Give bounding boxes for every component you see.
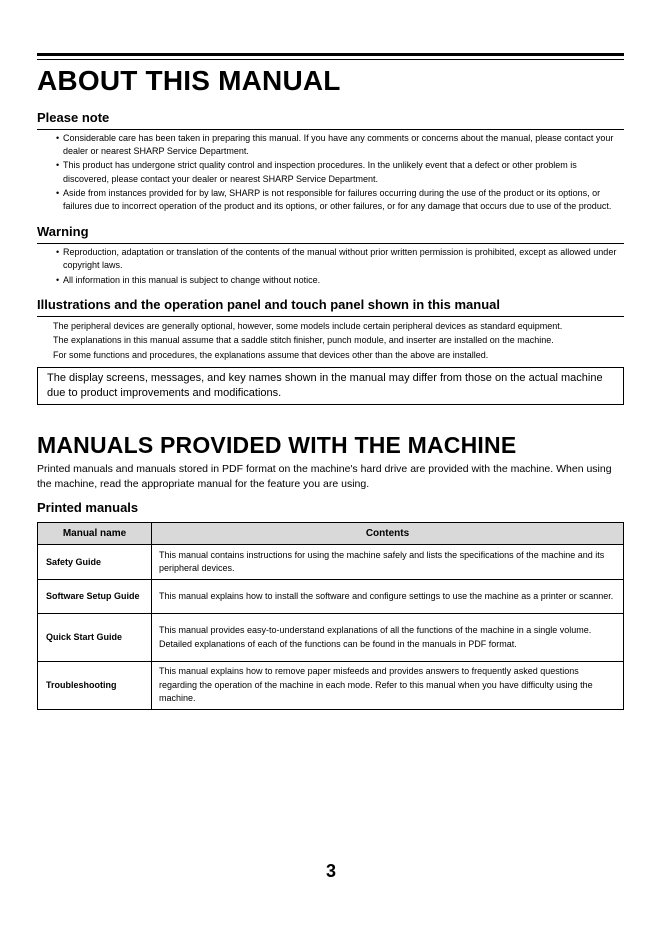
list-item: • This product has undergone strict quality control and inspection procedures. In the unlikely event that a defect or other problem is discovered, please contact your dealer or nearest SHARP Service Department. <box>56 159 624 185</box>
manual-contents-cell <box>152 614 624 662</box>
manual-name-cell: Troubleshooting <box>38 662 152 710</box>
about-title: ABOUT THIS MANUAL <box>37 65 341 96</box>
list-item: • Aside from instances provided for by law, SHARP is not responsible for failures occurring during the use of the product or its options, or failures due to incorrect operation of the product and its options, or other failures, or for any damage that occurs due to use of the product. <box>56 187 624 213</box>
please-note-section <box>37 110 624 213</box>
manual-name-cell: Quick Start Guide <box>38 614 152 662</box>
header-rule-thick <box>37 53 624 56</box>
manuals-intro: Printed manuals and manuals stored in PDF format on the machine's hard drive are provided with the machine. When using the machine, read the appropriate manual for the feature you are using. <box>37 463 612 491</box>
contents-line: This manual provides easy-to-understand explanations of all the functions of the machine in a single volume. <box>159 625 592 636</box>
table-row <box>38 614 624 662</box>
illustrations-paragraph: For some functions and procedures, the explanations assume that devices other than the above are installed. <box>53 349 489 360</box>
printed-manuals-table <box>37 522 624 710</box>
table-row <box>38 545 624 580</box>
list-item: • Considerable care has been taken in preparing this manual. If you have any comments or concerns about the manual, please contact your dealer or nearest SHARP Service Department. <box>56 132 624 158</box>
manual-name-cell: Software Setup Guide <box>38 580 152 614</box>
contents-line: Detailed explanations of each of the functions can be found in the manuals in PDF format. <box>159 638 517 649</box>
illustrations-paragraph: The explanations in this manual assume that a saddle stitch finisher, punch module, and inserter are installed on the machine. <box>53 335 554 346</box>
manual-contents-cell <box>152 662 624 710</box>
contents-line: This manual explains how to remove paper misfeeds and provides answers to frequently asked questions regarding the operation of the machine in each mode. Refer to this manual when you have difficulty using the machine. <box>159 666 593 704</box>
warning-heading: Warning <box>37 224 624 244</box>
page-number: 3 <box>325 861 336 881</box>
table-row <box>38 662 624 710</box>
illustrations-heading: Illustrations and the operation panel and touch panel shown in this manual <box>37 297 624 317</box>
warning-section <box>37 224 624 287</box>
printed-manuals-heading: Printed manuals <box>37 500 139 516</box>
column-header-manual-name: Manual name <box>38 523 152 545</box>
contents-line: This manual contains instructions for using the machine safely and lists the specifications of the machine and its peripheral devices. <box>159 549 605 574</box>
column-header-contents: Contents <box>152 523 624 545</box>
manual-page <box>37 53 624 710</box>
table-header-row <box>38 523 624 545</box>
please-note-list <box>37 132 624 213</box>
list-item: • All information in this manual is subject to change without notice. <box>56 274 624 287</box>
manual-contents-cell <box>152 545 624 580</box>
manual-name-cell: Safety Guide <box>38 545 152 580</box>
manuals-title: MANUALS PROVIDED WITH THE MACHINE <box>37 432 517 459</box>
contents-line: This manual explains how to install the software and configure settings to use the machine as a printer or scanner. <box>159 591 614 602</box>
manual-contents-cell <box>152 580 624 614</box>
warning-list <box>37 246 624 287</box>
list-item: • Reproduction, adaptation or translation of the contents of the manual without prior written permission is prohibited, except as allowed under copyright laws. <box>56 246 624 272</box>
illustrations-section <box>37 297 624 406</box>
header-rule-thin <box>37 59 624 60</box>
illustrations-paragraph: The peripheral devices are generally optional, however, some models include certain peripheral devices as standard equipment. <box>53 320 563 331</box>
please-note-heading: Please note <box>37 110 624 130</box>
note-box: The display screens, messages, and key names shown in the manual may differ from those on the actual machine due to product improvements and modifications. <box>37 367 624 405</box>
table-row <box>38 580 624 614</box>
